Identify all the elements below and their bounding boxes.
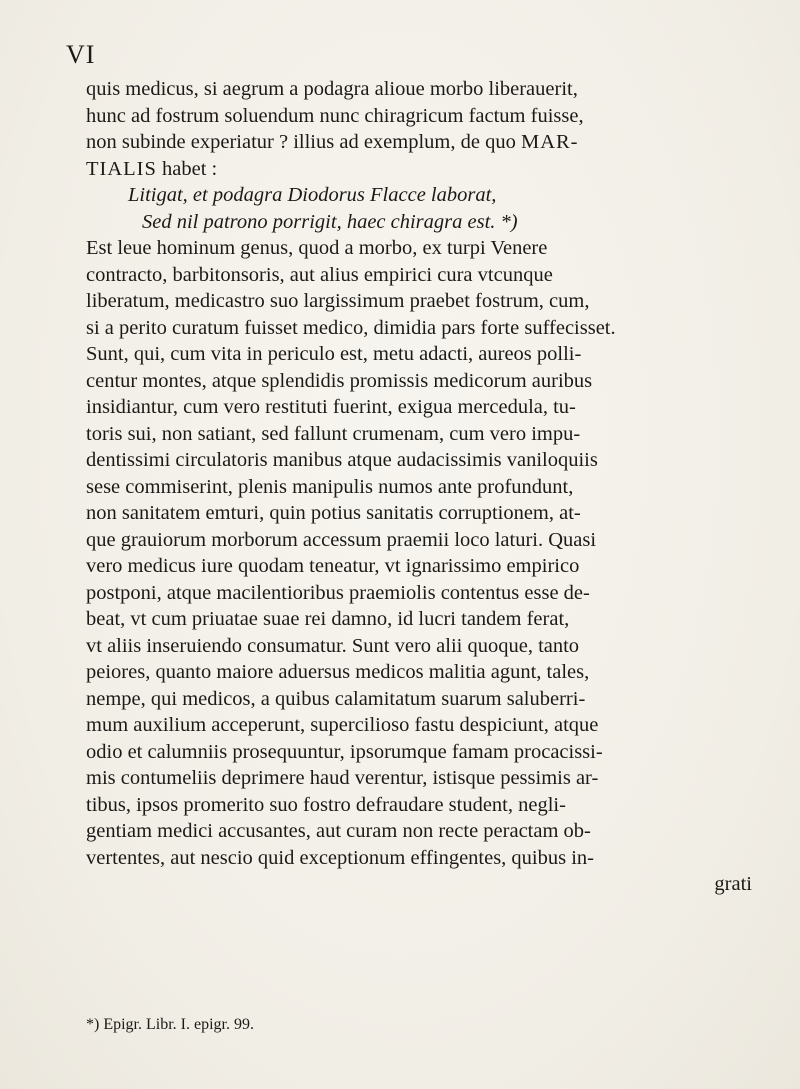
text-line: vero medicus iure quodam teneatur, vt ignarissimo empirico [86,555,580,577]
text-line: Sunt, qui, cum vita in periculo est, metu adacti, aureos polli- [86,343,582,365]
text-line: quis medicus, si aegrum a podagra alioue morbo liberauerit, [86,78,578,100]
text-line: mis contumeliis deprimere haud verentur, istisque pessimis ar- [86,767,599,789]
text-line: gentiam medici accusantes, aut curam non recte peractam ob- [86,820,591,842]
text-line [86,129,786,156]
text-line: vertentes, aut nescio quid exceptionum effingentes, quibus in- [86,846,595,869]
verse-line: Sed nil patrono porrigit, haec chiragra est. *) [142,210,518,233]
text-line: non sanitatem emturi, quin potius sanitatis corruptionem, at- [86,502,581,524]
text-line: mum auxilium acceperunt, superciliosо fastu despiciunt, atque [86,714,599,736]
text-line: dentissimi circulatoris manibus atque audacissimis vaniloquiis [86,449,598,471]
text-line: tibus, ipsos promerito suo fostro defraudare student, negli- [86,793,566,816]
text-line: centur montes, atque splendidis promissis medicorum auribus [86,369,593,392]
text-line [86,156,786,183]
text-line: insidiantur, cum vero restituti fuerint, exigua mercedula, tu- [86,396,576,418]
text-line: contracto, barbitonsoris, aut alius empirici cura vtcunque [86,263,553,286]
page-number: VI [66,40,96,69]
text-line: toris sui, non satiant, sed fallunt crumenam, cum vero impu- [86,422,581,445]
text-line: que grauiorum morborum accessum praemii loco laturi. Quasi [86,528,597,551]
catchword: grati [714,873,752,895]
author-name: MAR- [520,131,579,153]
text-line: sese commiserint, plenis manipulis numos ante profundunt, [86,475,574,498]
text-line: vt aliis inseruiendo consumatur. Sunt vero alii quoque, tanto [86,634,580,657]
author-name: TIALIS [86,157,157,180]
text-line-part: habet : [162,157,218,180]
text-line: Est leue hominum genus, quod a morbo, ex turpi Venere [86,237,548,259]
body-text [86,76,786,898]
text-line: postponi, atque macilentioribus praemiolis contentus esse de- [86,581,590,604]
text-line: liberatum, medicastro suo largissimum praebet fostrum, cum, [86,290,590,312]
text-line: nempe, qui medicos, a quibus calamitatum suarum saluberri- [86,687,586,710]
text-line-part: non subinde experiatur ? illius ad exemplum, de quo [86,131,516,153]
text-line: peiores, quanto maiore aduersus medicos malitia agunt, tales, [86,661,590,683]
text-line: si a perito curatum fuisset medico, dimidia pars forte suffecisset. [86,316,616,339]
text-line: hunc ad fostrum soluendum nunc chiragricum factum fuisse, [86,104,584,127]
footnote: *) Epigr. Libr. I. epigr. 99. [86,1016,254,1033]
verse-line: Litigat, et podagra Diodorus Flacce laborat, [128,184,497,206]
text-line: beat, vt cum priuatae suae rei damno, id lucri tandem ferat, [86,608,570,630]
text-line: odio et calumniis prosequuntur, ipsorumque famam procacissi- [86,740,603,763]
